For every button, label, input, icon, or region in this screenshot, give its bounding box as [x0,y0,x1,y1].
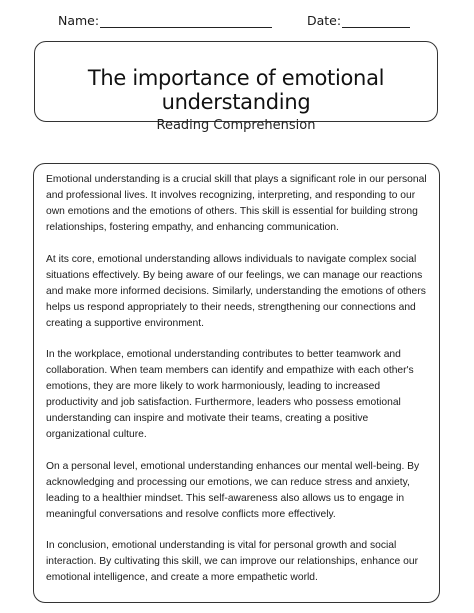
name-label: Name: [58,13,100,28]
title-box [34,41,438,133]
name-field [58,13,272,28]
date-label: Date: [307,13,342,28]
page-title: The importance of emotional understanding [87,66,385,114]
passage-paragraph: Emotional understanding is a crucial skill that plays a significant role in our personal and professional lives. It involves recognizing, interpreting, and responding to our own emotions and the emotions of others. This skill is essential for building strong relationships, fostering empathy, and enhancing communication. [46,174,427,233]
page-subtitle: Reading Comprehension [156,118,316,133]
passage-paragraph: On a personal level, emotional understanding enhances our mental well-being. By acknowledging and processing our emotions, we can reduce stress and anxiety, leading to a healthier mindset. This self-awareness also allows us to engage in meaningful conversations and resolve conflicts more effectively. [46,460,420,520]
passage-paragraph: At its core, emotional understanding allows individuals to navigate complex social situations effectively. By being aware of our feelings, we can manage our reactions and make more informed decisions. Similarly, understanding the emotions of others helps us respond appropriately to their needs, strengthening our connections and creating a supportive environment. [46,253,426,329]
name-blank-line[interactable] [100,14,272,28]
date-field [307,13,410,28]
passage-paragraph: In conclusion, emotional understanding is vital for personal growth and social interaction. By cultivating this skill, we can improve our relationships, enhance our emotional intelligence, and create a more empathetic world. [46,540,419,583]
passage-paragraph: In the workplace, emotional understanding contributes to better teamwork and collaboration. When team members can identify and empathize with each other's emotions, they are more likely to work harmoniously, leading to increased productivity and job satisfaction. Furthermore, leaders who possess emotional understanding can inspire and motivate their teams, creating a positive organizational culture. [46,349,414,440]
date-blank-line[interactable] [342,14,410,28]
passage-box [33,163,440,603]
